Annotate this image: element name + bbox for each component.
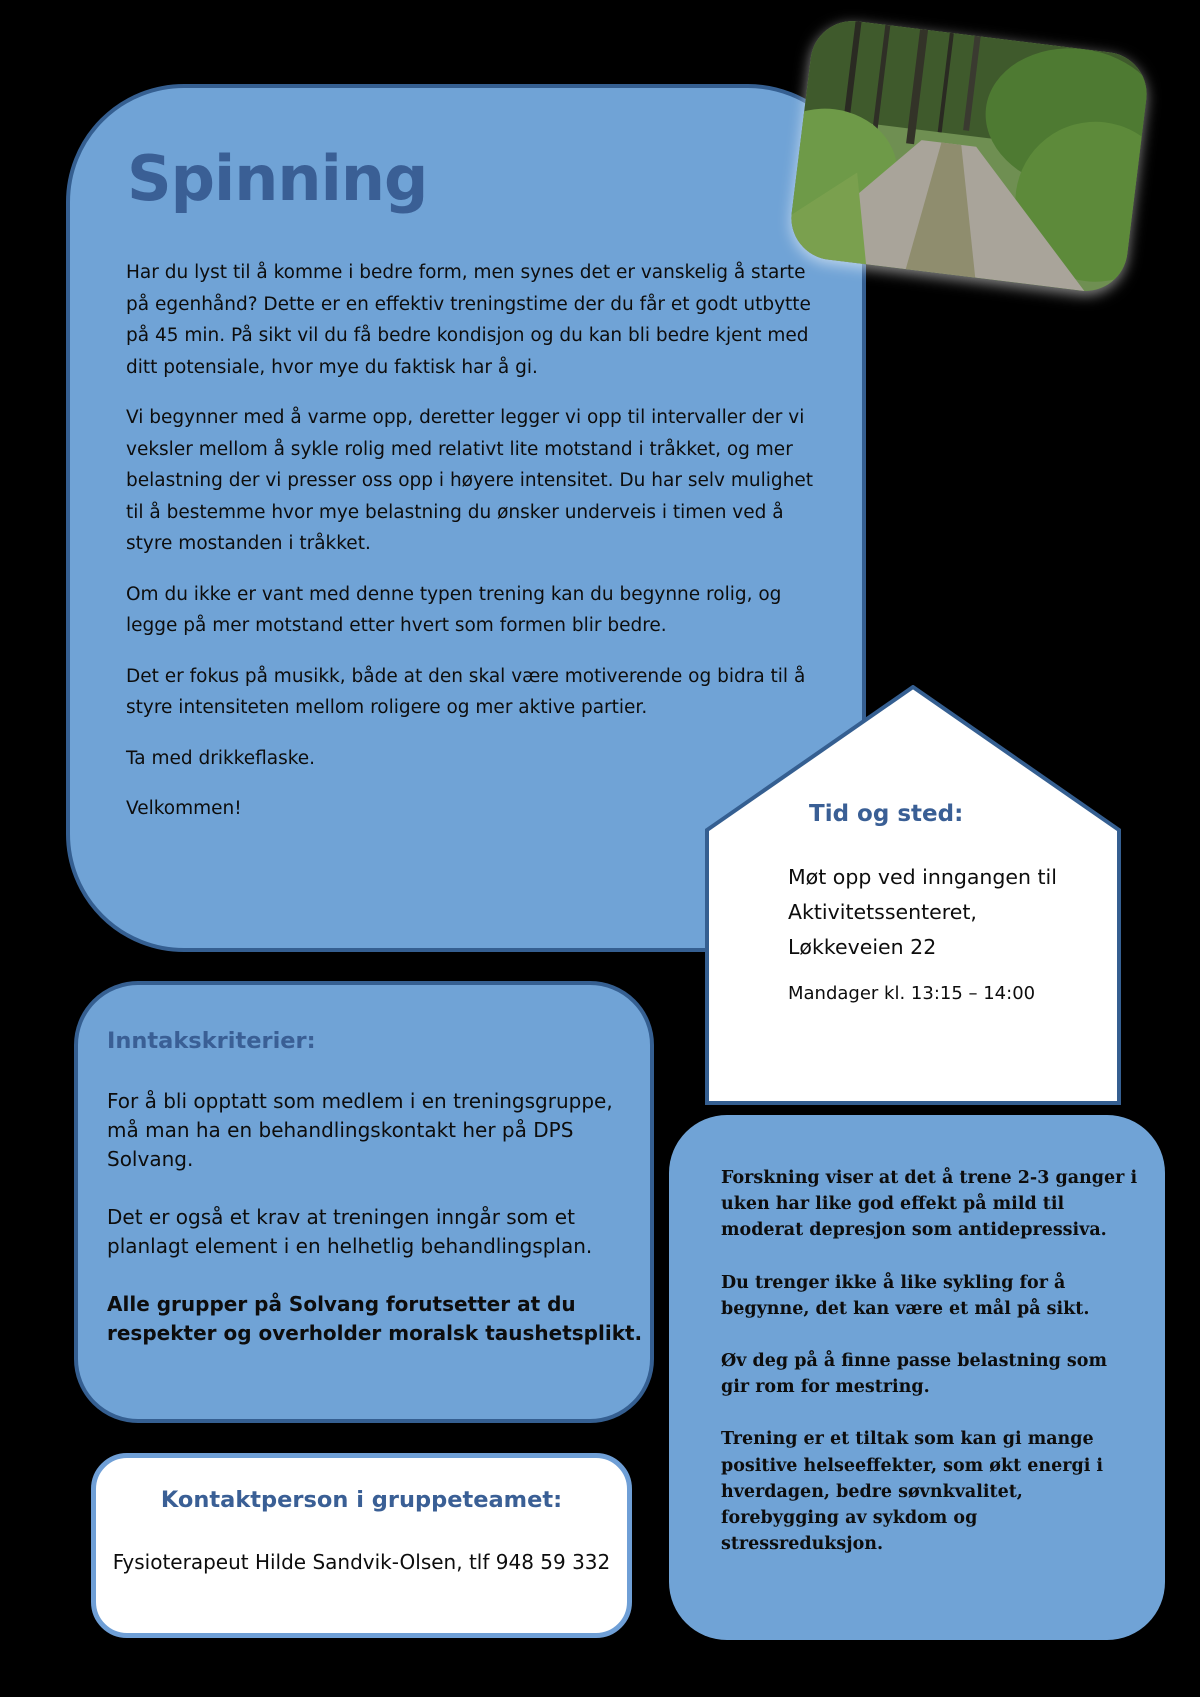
intro-paragraph: Ta med drikkeflaske. (126, 747, 316, 769)
intro-paragraph: Om du ikke er vant med denne typen trening kan du begynne rolig, og legge på mer motstand etter hvert som formen blir bedre. (126, 583, 782, 636)
criteria-paragraph: For å bli opptatt som medlem i en treningsgruppe, må man ha en behandlingskontakt her på DPS Solvang. (107, 1089, 613, 1171)
address-line: Møt opp ved inngangen til (788, 865, 1057, 889)
facts-text (721, 1165, 1141, 1583)
criteria-paragraph-bold: Alle grupper på Solvang forutsetter at du respekter og overholder moralsk taushetsplikt. (107, 1292, 643, 1345)
intro-paragraph: Det er fokus på musikk, både at den skal være motiverende og bidra til å styre intensiteten mellom roligere og mer aktive partier. (126, 665, 806, 718)
intro-paragraph: Velkommen! (126, 798, 242, 819)
facts-paragraph: Du trenger ikke å like sykling for å begynne, det kan være et mål på sikt. (721, 1272, 1090, 1319)
contact-heading: Kontaktperson i gruppeteamet: (160, 1487, 563, 1513)
address (788, 860, 1108, 965)
forest-path-photo (787, 16, 1152, 295)
criteria-paragraph: Det er også et krav at treningen inngår som et planlagt element i en helhetlig behandlingsplan. (107, 1205, 593, 1258)
page-title: Spinning (127, 142, 428, 215)
facts-paragraph: Øv deg på å finne passe belastning som gir rom for mestring. (721, 1351, 1107, 1398)
contact-card (91, 1453, 632, 1638)
intro-paragraph: Vi begynner med å varme opp, deretter legger vi opp til intervaller der vi veksler mellom å sykle rolig med relativt lite motstand i tråkket, og mer belastning der vi presser oss opp i høyere intensitet. Du har selv mulighet til å bestemme hvor mye belastning du ønsker underveis i timen ved å styre mostanden i tråkket. (126, 407, 813, 554)
criteria-text (107, 1087, 647, 1377)
schedule: Mandager kl. 13:15 – 14:00 (788, 983, 1036, 1004)
facts-paragraph: Forskning viser at det å trene 2-3 ganger i uken har like god effekt på mild til moderat depresjon som antidepressiva. (721, 1168, 1138, 1241)
address-line: Løkkeveien 22 (788, 935, 937, 959)
contact-text: Fysioterapeut Hilde Sandvik-Olsen, tlf 948 59 332 (112, 1550, 611, 1574)
address-line: Aktivitetssenteret, (788, 900, 977, 924)
intro-paragraph: Har du lyst til å komme i bedre form, men synes det er vanskelig å starte på egenhånd? Dette er en effektiv treningstime der du får et godt utbytte på 45 min. På sikt vil du få bedre kondisjon og du kan bli bedre kjent med ditt potensiale, hvor mye du faktisk har å gi. (126, 262, 811, 378)
criteria-heading: Inntakskriterier: (107, 1028, 316, 1054)
time-place-heading: Tid og sted: (809, 801, 964, 827)
facts-paragraph: Trening er et tiltak som kan gi mange positive helseeffekter, som økt energi i hverdagen, bedre søvnkvalitet, forebygging av sykdom og stressreduksjon. (721, 1429, 1104, 1555)
